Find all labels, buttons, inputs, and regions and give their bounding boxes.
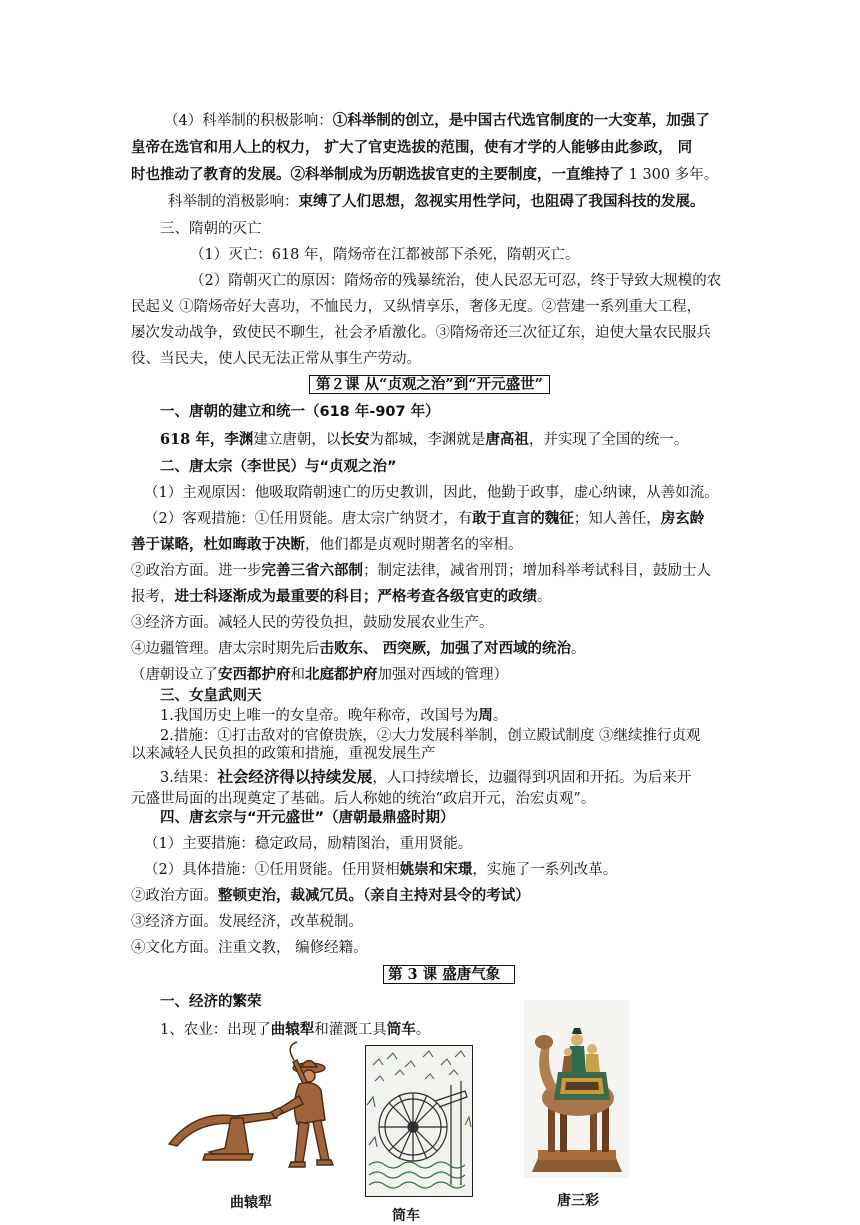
- taizong-protectorates: （唐朝设立了安西都护府和北庭都护府加强对西域的管理）: [131, 666, 508, 683]
- wuzetian-point1: 1.我国历史上唯一的女皇帝。晚年称帝，改国号为周。: [160, 707, 508, 724]
- keju-positive-line2: 皇帝在选官和用人上的权力， 扩大了官吏选拔的范围，使有才学的人能够由此参政， 同: [131, 139, 693, 156]
- xuanzong-cultural: ④文化方面。注重文教， 编修经籍。: [131, 940, 368, 956]
- lesson3-title: 第 3 课 盛唐气象: [383, 965, 515, 985]
- lesson2-title: 第２课 从“贞观之治”到“开元盛世”: [309, 375, 550, 395]
- taizong-political-line2: 报考，进士科逐渐成为最重要的科目；严格考查各级官吏的政绩。: [131, 588, 552, 605]
- taizong-economic: ③经济方面。减轻人民的劳役负担，鼓励发展农业生产。: [131, 615, 494, 631]
- lesson3-heading-economy: 一、经济的繁荣: [160, 994, 262, 1010]
- sancai-caption: 唐三彩: [557, 1193, 599, 1209]
- plow-caption: 曲辕犁: [230, 1195, 272, 1211]
- sui-fall-heading: 三、隋朝的灭亡: [160, 221, 262, 237]
- xuanzong-main-measures: （1）主要措施：稳定政局，励精图治，重用贤能。: [144, 836, 473, 852]
- xuanzong-specific-measures: （2）具体措施：①任用贤能。任用贤相姚崇和宋璟，实施了一系列改革。: [144, 861, 618, 878]
- wuzetian-point3-line2: 元盛世局面的出现奠定了基础。后人称她的统治“政启开元，治宏贞观”。: [131, 791, 596, 807]
- taizong-frontier: ④边疆管理。唐太宗时期先后击败东、 西突厥，加强了对西域的统治。: [131, 640, 586, 657]
- wuzetian-point3-line1: 3.结果：社会经济得以持续发展，人口持续增长，边疆得到巩固和开拓。为后来开: [160, 767, 692, 786]
- taizong-subjective: （1）主观原因：他吸取隋朝速亡的历史教训，因此，他勤于政事，虚心纳谏，从善如流。: [144, 485, 719, 501]
- taizong-political-line1: ②政治方面。进一步完善三省六部制；制定法律，减省刑罚；增加科举考试科目，鼓励士人: [131, 562, 711, 579]
- tang-sancai-camel-illustration: [524, 1000, 629, 1178]
- sui-fall-p2-line2: 民起义 ①隋炀帝好大喜功，不恤民力，又纵情享乐，奢侈无度。②营建一系列重大工程，: [131, 299, 702, 315]
- xuanzong-political: ②政治方面。整顿吏治，裁减冗员。（亲自主持对县令的考试）: [131, 887, 530, 904]
- wuzetian-point2-line2: 以来减轻人民负担的政策和措施，重视发展生产: [131, 746, 436, 762]
- taizong-objective-line1: （2）客观措施：①任用贤能。唐太宗广纳贤才，有敢于直言的魏征；知人善任，房玄龄: [144, 510, 705, 527]
- curved-plow-illustration: [165, 1040, 350, 1175]
- sui-fall-p1: （1）灭亡：618 年，隋炀帝在江都被部下杀死，隋朝灭亡。: [190, 247, 580, 263]
- taizong-objective-line2: 善于谋略，杜如晦敢于决断，他们都是贞观时期著名的宰相。: [131, 536, 523, 553]
- lesson2-founding-text: 618 年，李渊建立唐朝，以长安为都城，李渊就是唐高祖，并实现了全国的统一。: [160, 431, 689, 448]
- sui-fall-p2-line3: 屡次发动战争，致使民不聊生，社会矛盾激化。③隋炀帝还三次征辽东，迫使大量农民服兵: [131, 325, 711, 341]
- sui-fall-p2-line4: 役、当民夫，使人民无法正常从事生产劳动。: [131, 351, 421, 367]
- wuzetian-point2-line1: 2.措施：①打击敌对的官僚贵族，②大力发展科举制，创立殿试制度 ③继续推行贞观: [160, 728, 701, 744]
- lesson2-heading-taizong: 二、唐太宗（李世民）与“贞观之治”: [160, 459, 397, 475]
- lesson2-heading-xuanzong: 四、唐玄宗与“开元盛世”（唐朝最鼎盛时期）: [160, 810, 455, 826]
- keju-positive-line3: 时也推动了教育的发展。②科举制成为历朝选拔官吏的主要制度，一直维持了 1 300 多年。: [131, 166, 719, 183]
- sui-fall-p2-line1: （2）隋朝灭亡的原因：隋炀帝的残暴统治，使人民忍无可忍，终于导致大规模的农: [190, 273, 722, 289]
- keju-positive-line1: （4）科举制的积极影响：①科举制的创立，是中国古代选官制度的一大变革，加强了: [164, 112, 710, 129]
- lesson2-heading-wuzetian: 三、女皇武则天: [160, 688, 262, 704]
- lesson3-agriculture: 1、农业：出现了曲辕犁和灌溉工具筒车。: [160, 1021, 431, 1038]
- lesson2-heading-founding: 一、唐朝的建立和统一（618 年-907 年）: [160, 404, 440, 420]
- xuanzong-economic: ③经济方面。发展经济，改革税制。: [131, 914, 363, 930]
- waterwheel-illustration: [365, 1045, 473, 1197]
- waterwheel-caption: 筒车: [392, 1208, 420, 1224]
- keju-negative: 科举制的消极影响：束缚了人们思想，忽视实用性学问，也阻碍了我国科技的发展。: [168, 193, 705, 210]
